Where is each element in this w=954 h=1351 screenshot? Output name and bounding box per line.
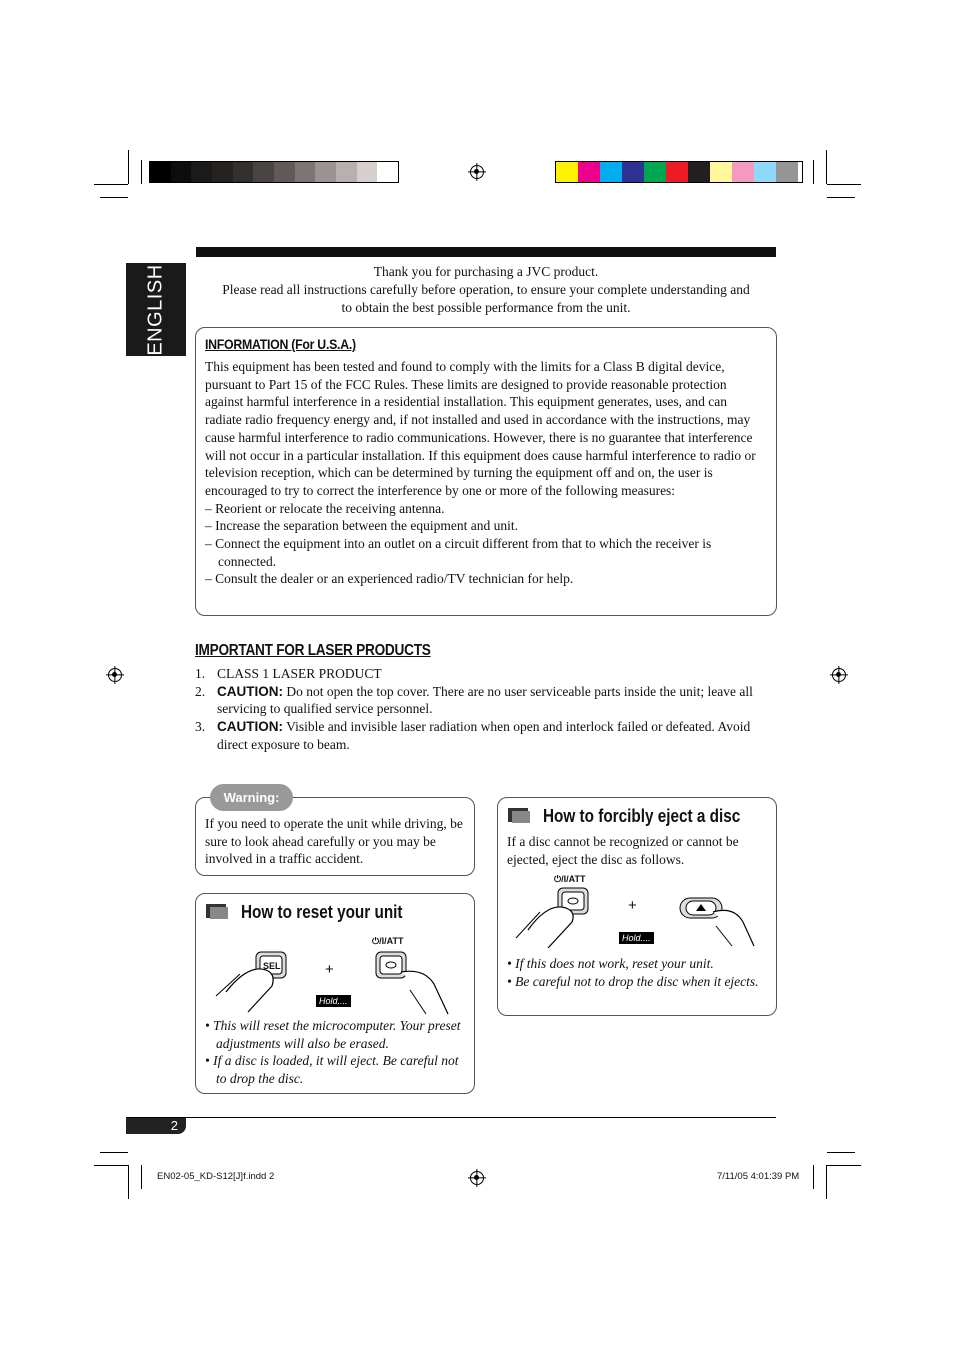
reset-box bbox=[195, 893, 475, 1094]
crop-mark bbox=[94, 184, 128, 185]
color-swatch bbox=[644, 162, 666, 182]
intro-line: Thank you for purchasing a JVC product. bbox=[373, 264, 599, 279]
color-swatch bbox=[295, 162, 316, 182]
laser-heading: IMPORTANT FOR LASER PRODUCTS bbox=[195, 642, 431, 659]
fcc-information-box bbox=[195, 327, 777, 616]
crop-mark bbox=[827, 1152, 855, 1153]
power-button-label: ⏻/I/ATT bbox=[554, 874, 586, 884]
reset-note: • This will reset the microcomputer. Your preset adjustments will also be erased. bbox=[205, 1018, 461, 1051]
footer-rule bbox=[126, 1117, 776, 1118]
color-swatch bbox=[253, 162, 274, 182]
section-icon bbox=[206, 904, 228, 919]
warning-label: Warning: bbox=[210, 784, 293, 811]
color-swatch bbox=[710, 162, 732, 182]
eject-title: How to forcibly eject a disc bbox=[543, 806, 741, 826]
laser-item bbox=[195, 665, 777, 683]
color-swatch bbox=[622, 162, 644, 182]
laser-item bbox=[195, 718, 777, 753]
fcc-measure: – Reorient or relocate the receiving antenna. bbox=[205, 500, 445, 516]
eject-text: If a disc cannot be recognized or cannot be ejected, eject the disc as follows. bbox=[507, 834, 739, 867]
item-text: Do not open the top cover. There are no user serviceable parts inside the unit; leave all servicing to qualified service personnel. bbox=[217, 683, 753, 717]
eject-box bbox=[497, 797, 777, 1016]
color-swatch bbox=[150, 162, 171, 182]
intro-line: to obtain the best possible performance from the unit. bbox=[341, 300, 631, 315]
color-swatch bbox=[666, 162, 688, 182]
item-text: CLASS 1 LASER PRODUCT bbox=[217, 666, 382, 681]
plus-sign: + bbox=[325, 961, 334, 978]
plus-sign: + bbox=[628, 897, 637, 914]
section-icon bbox=[508, 808, 530, 823]
registration-mark-icon bbox=[470, 1171, 484, 1185]
color-bar bbox=[555, 161, 803, 183]
reset-title: How to reset your unit bbox=[241, 902, 403, 922]
fcc-measure: – Consult the dealer or an experienced radio/TV technician for help. bbox=[205, 571, 574, 587]
reset-notes bbox=[205, 1017, 467, 1088]
language-tab-label: ENGLISH bbox=[144, 263, 167, 356]
slug-filename: EN02-05_KD-S12[J]f.indd 2 bbox=[157, 1171, 275, 1182]
caution-label: CAUTION: bbox=[217, 719, 283, 735]
language-tab bbox=[126, 263, 186, 356]
color-swatch bbox=[315, 162, 336, 182]
eject-notes bbox=[507, 955, 769, 990]
crop-mark bbox=[141, 1165, 142, 1189]
item-number: 2. bbox=[195, 683, 206, 699]
registration-mark-icon bbox=[470, 165, 484, 179]
color-swatch bbox=[233, 162, 254, 182]
page-number: 2 bbox=[126, 1118, 186, 1134]
crop-mark bbox=[94, 1165, 128, 1166]
laser-item bbox=[195, 683, 777, 718]
top-rule bbox=[196, 247, 776, 257]
crop-mark bbox=[813, 160, 814, 184]
item-number: 1. bbox=[195, 666, 206, 681]
fcc-measure: – Connect the equipment into an outlet on a circuit different from that to which the receiver is connected. bbox=[205, 536, 712, 569]
eject-note: • Be careful not to drop the disc when it ejects. bbox=[507, 973, 759, 989]
color-swatch bbox=[357, 162, 378, 182]
color-swatch bbox=[212, 162, 233, 182]
fcc-heading: INFORMATION (For U.S.A.) bbox=[205, 336, 356, 352]
color-swatch bbox=[556, 162, 578, 182]
warning-text: If you need to operate the unit while driving, be sure to look ahead carefully or you may be involved in a traffic accident. bbox=[205, 816, 463, 867]
hold-label: Hold.... bbox=[619, 932, 654, 944]
caution-label: CAUTION: bbox=[217, 683, 283, 699]
intro-line: Please read all instructions carefully before operation, to ensure your complete understanding and bbox=[222, 282, 750, 297]
registration-mark-icon bbox=[832, 668, 846, 682]
crop-mark bbox=[827, 1165, 861, 1166]
eject-note: • If this does not work, reset your unit. bbox=[507, 956, 714, 971]
crop-mark bbox=[827, 184, 861, 185]
crop-mark bbox=[813, 1165, 814, 1189]
color-swatch bbox=[600, 162, 622, 182]
crop-mark bbox=[100, 1152, 128, 1153]
crop-mark bbox=[826, 150, 827, 184]
color-swatch bbox=[776, 162, 798, 182]
color-swatch bbox=[171, 162, 192, 182]
crop-mark bbox=[826, 1165, 827, 1199]
reset-note: • If a disc is loaded, it will eject. Be careful not to drop the disc. bbox=[205, 1053, 459, 1087]
color-swatch bbox=[754, 162, 776, 182]
crop-mark bbox=[100, 197, 128, 198]
sel-button-label: SEL bbox=[263, 961, 281, 971]
color-swatch bbox=[377, 162, 398, 182]
color-swatch bbox=[274, 162, 295, 182]
item-number: 3. bbox=[195, 719, 206, 735]
color-swatch bbox=[578, 162, 600, 182]
crop-mark bbox=[128, 150, 129, 184]
crop-mark bbox=[141, 160, 142, 184]
intro-text bbox=[196, 263, 776, 317]
slug-timestamp: 7/11/05 4:01:39 PM bbox=[717, 1171, 800, 1182]
crop-mark bbox=[827, 197, 855, 198]
item-text: Visible and invisible laser radiation when open and interlock failed or defeated. Avoid direct exposure to beam. bbox=[217, 719, 751, 752]
reset-illustration-icon bbox=[196, 934, 476, 1024]
color-swatch bbox=[732, 162, 754, 182]
laser-section bbox=[195, 642, 777, 754]
color-swatch bbox=[336, 162, 357, 182]
fcc-body: This equipment has been tested and found to comply with the limits for a Class B digital device, pursuant to Part 15 of the FCC Rules. These limits are designed to provide reasonable protection against harmful interference in a residential installation. This equipment generates, uses, and can radiate radio frequency energy and, if not installed and used in accordance with the instructions, may cause harmful interference to radio communications. However, there is no guarantee that interference will not occur in a particular installation. If this equipment does cause harmful interference to radio or television reception, which can be determined by turning the equipment off and on, the user is encouraged to try to correct the interference by one or more of the following measures: bbox=[205, 359, 756, 498]
color-swatch bbox=[191, 162, 212, 182]
registration-mark-icon bbox=[108, 668, 122, 682]
crop-mark bbox=[128, 1165, 129, 1199]
fcc-measure: – Increase the separation between the equipment and unit. bbox=[205, 518, 519, 534]
grayscale-bar bbox=[149, 161, 399, 183]
color-swatch bbox=[688, 162, 710, 182]
power-button-label: ⏻/I/ATT bbox=[372, 936, 404, 946]
hold-label: Hold.... bbox=[316, 995, 351, 1007]
